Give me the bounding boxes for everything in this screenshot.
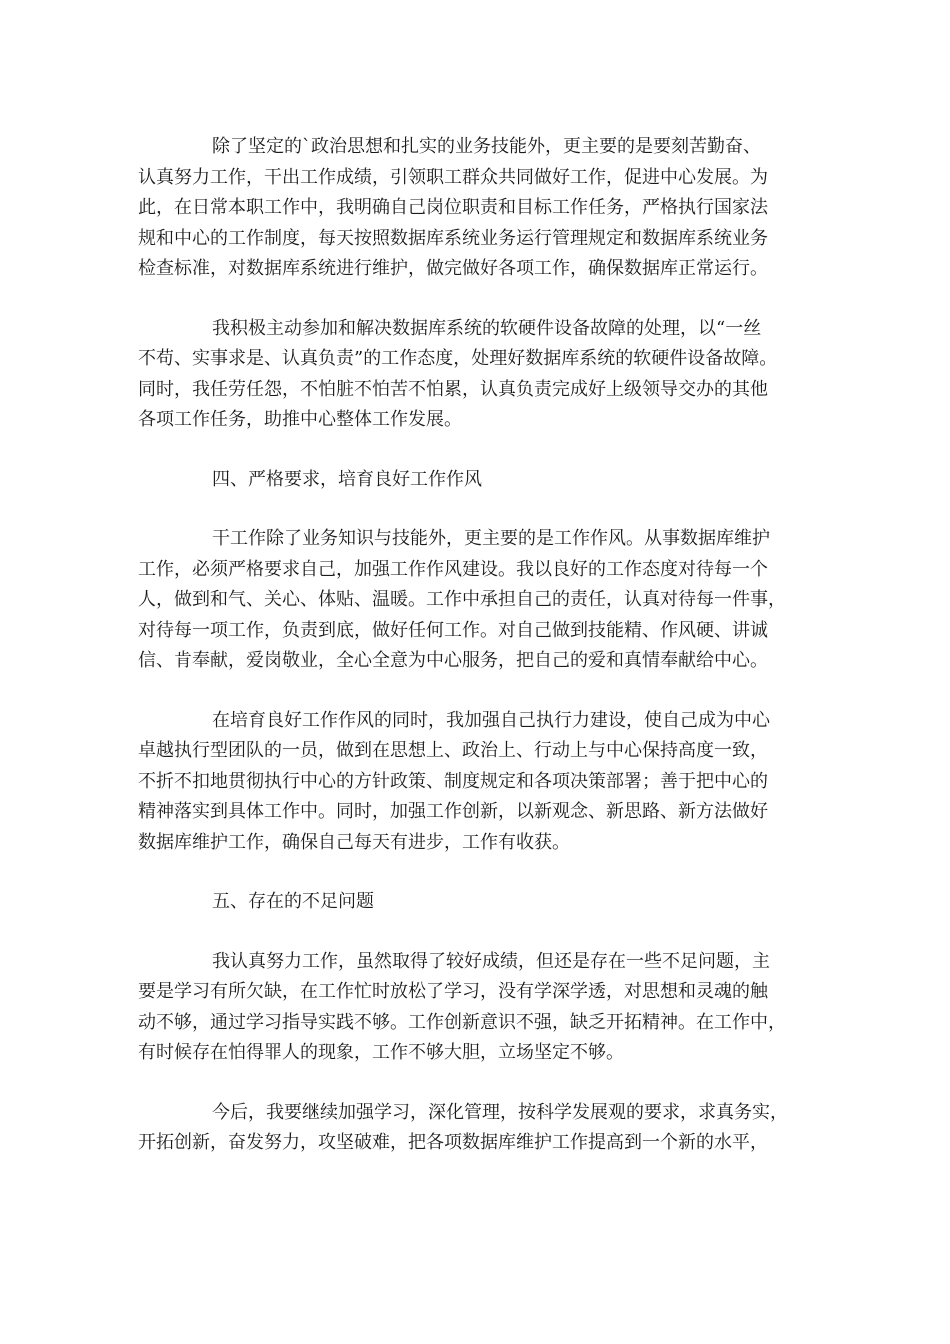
text-line: 数据库维护工作，确保自己每天有进步，工作有收获。 — [138, 831, 570, 853]
text-line: 精神落实到具体工作中。同时，加强工作创新，以新观念、新思路、新方法做好 — [138, 801, 768, 822]
text-line: 规和中心的工作制度，每天按照数据库系统业务运行管理规定和数据库系统业务 — [138, 227, 768, 249]
paragraph-1 — [138, 132, 818, 285]
text-line: 我认真努力工作，虽然取得了较好成绩，但还是存在一些不足问题，主 — [212, 950, 770, 972]
paragraph-4 — [138, 706, 818, 859]
document-body — [138, 132, 818, 1188]
text-line: 要是学习有所欠缺，在工作忙时放松了学习，没有学深学透，对思想和灵魂的触 — [138, 981, 768, 1002]
text-line: 认真努力工作，干出工作成绩，引领职工群众共同做好工作，促进中心发展。为 — [138, 166, 768, 188]
text-line: 我积极主动参加和解决数据库系统的软硬件设备故障的处理，以“一丝 — [212, 317, 762, 339]
paragraph-3 — [138, 524, 818, 677]
text-line: 开拓创新，奋发努力，攻坚破难，把各项数据库维护工作提高到一个新的水平， — [138, 1132, 768, 1153]
text-line: 同时，我任劳任怨，不怕脏不怕苦不怕累，认真负责完成好上级领导交办的其他 — [138, 378, 768, 400]
section-heading-five: 五、存在的不足问题 — [212, 891, 374, 912]
text-line: 人，做到和气、关心、体贴、温暖。工作中承担自己的责任，认真对待每一件事， — [138, 589, 786, 610]
paragraph-5 — [138, 947, 818, 1069]
text-line: 各项工作任务，助推中心整体工作发展。 — [138, 409, 462, 430]
paragraph-6 — [138, 1098, 818, 1159]
text-line: 动不够，通过学习指导实践不够。工作创新意识不强，缺乏开拓精神。在工作中， — [138, 1011, 786, 1033]
text-line: 对待每一项工作，负责到底，做好任何工作。对自己做到技能精、作风硬、讲诚 — [138, 619, 768, 641]
paragraph-2 — [138, 314, 818, 436]
text-line: 检查标准，对数据库系统进行维护，做完做好各项工作，确保数据库正常运行。 — [138, 258, 768, 279]
text-line: 此，在日常本职工作中，我明确自己岗位职责和目标工作任务，严格执行国家法 — [138, 197, 768, 218]
text-line: 今后，我要继续加强学习，深化管理，按科学发展观的要求，求真务实， — [212, 1101, 788, 1123]
text-line: 干工作除了业务知识与技能外，更主要的是工作作风。从事数据库维护 — [212, 528, 770, 549]
text-line: 不折不扣地贯彻执行中心的方针政策、制度规定和各项决策部署；善于把中心的 — [138, 770, 768, 792]
text-line: 有时候存在怕得罪人的现象，工作不够大胆，立场坚定不够。 — [138, 1042, 624, 1063]
text-line: 信、肯奉献，爱岗敬业，全心全意为中心服务，把自己的爱和真情奉献给中心。 — [138, 650, 768, 671]
text-line: 不苟、实事求是、认真负责”的工作态度，处理好数据库系统的软硬件设备故障。 — [138, 348, 778, 369]
text-line: 除了坚定的`政治思想和扎实的业务技能外，更主要的是要刻苦勤奋、 — [212, 136, 761, 157]
text-line: 在培育良好工作作风的同时，我加强自己执行力建设，使自己成为中心 — [212, 709, 770, 731]
text-line: 工作，必须严格要求自己，加强工作作风建设。我以良好的工作态度对待每一个 — [138, 558, 768, 580]
text-line: 卓越执行型团队的一员，做到在思想上、政治上、行动上与中心保持高度一致， — [138, 740, 768, 761]
section-heading-four: 四、严格要求，培育良好工作作风 — [212, 468, 482, 490]
